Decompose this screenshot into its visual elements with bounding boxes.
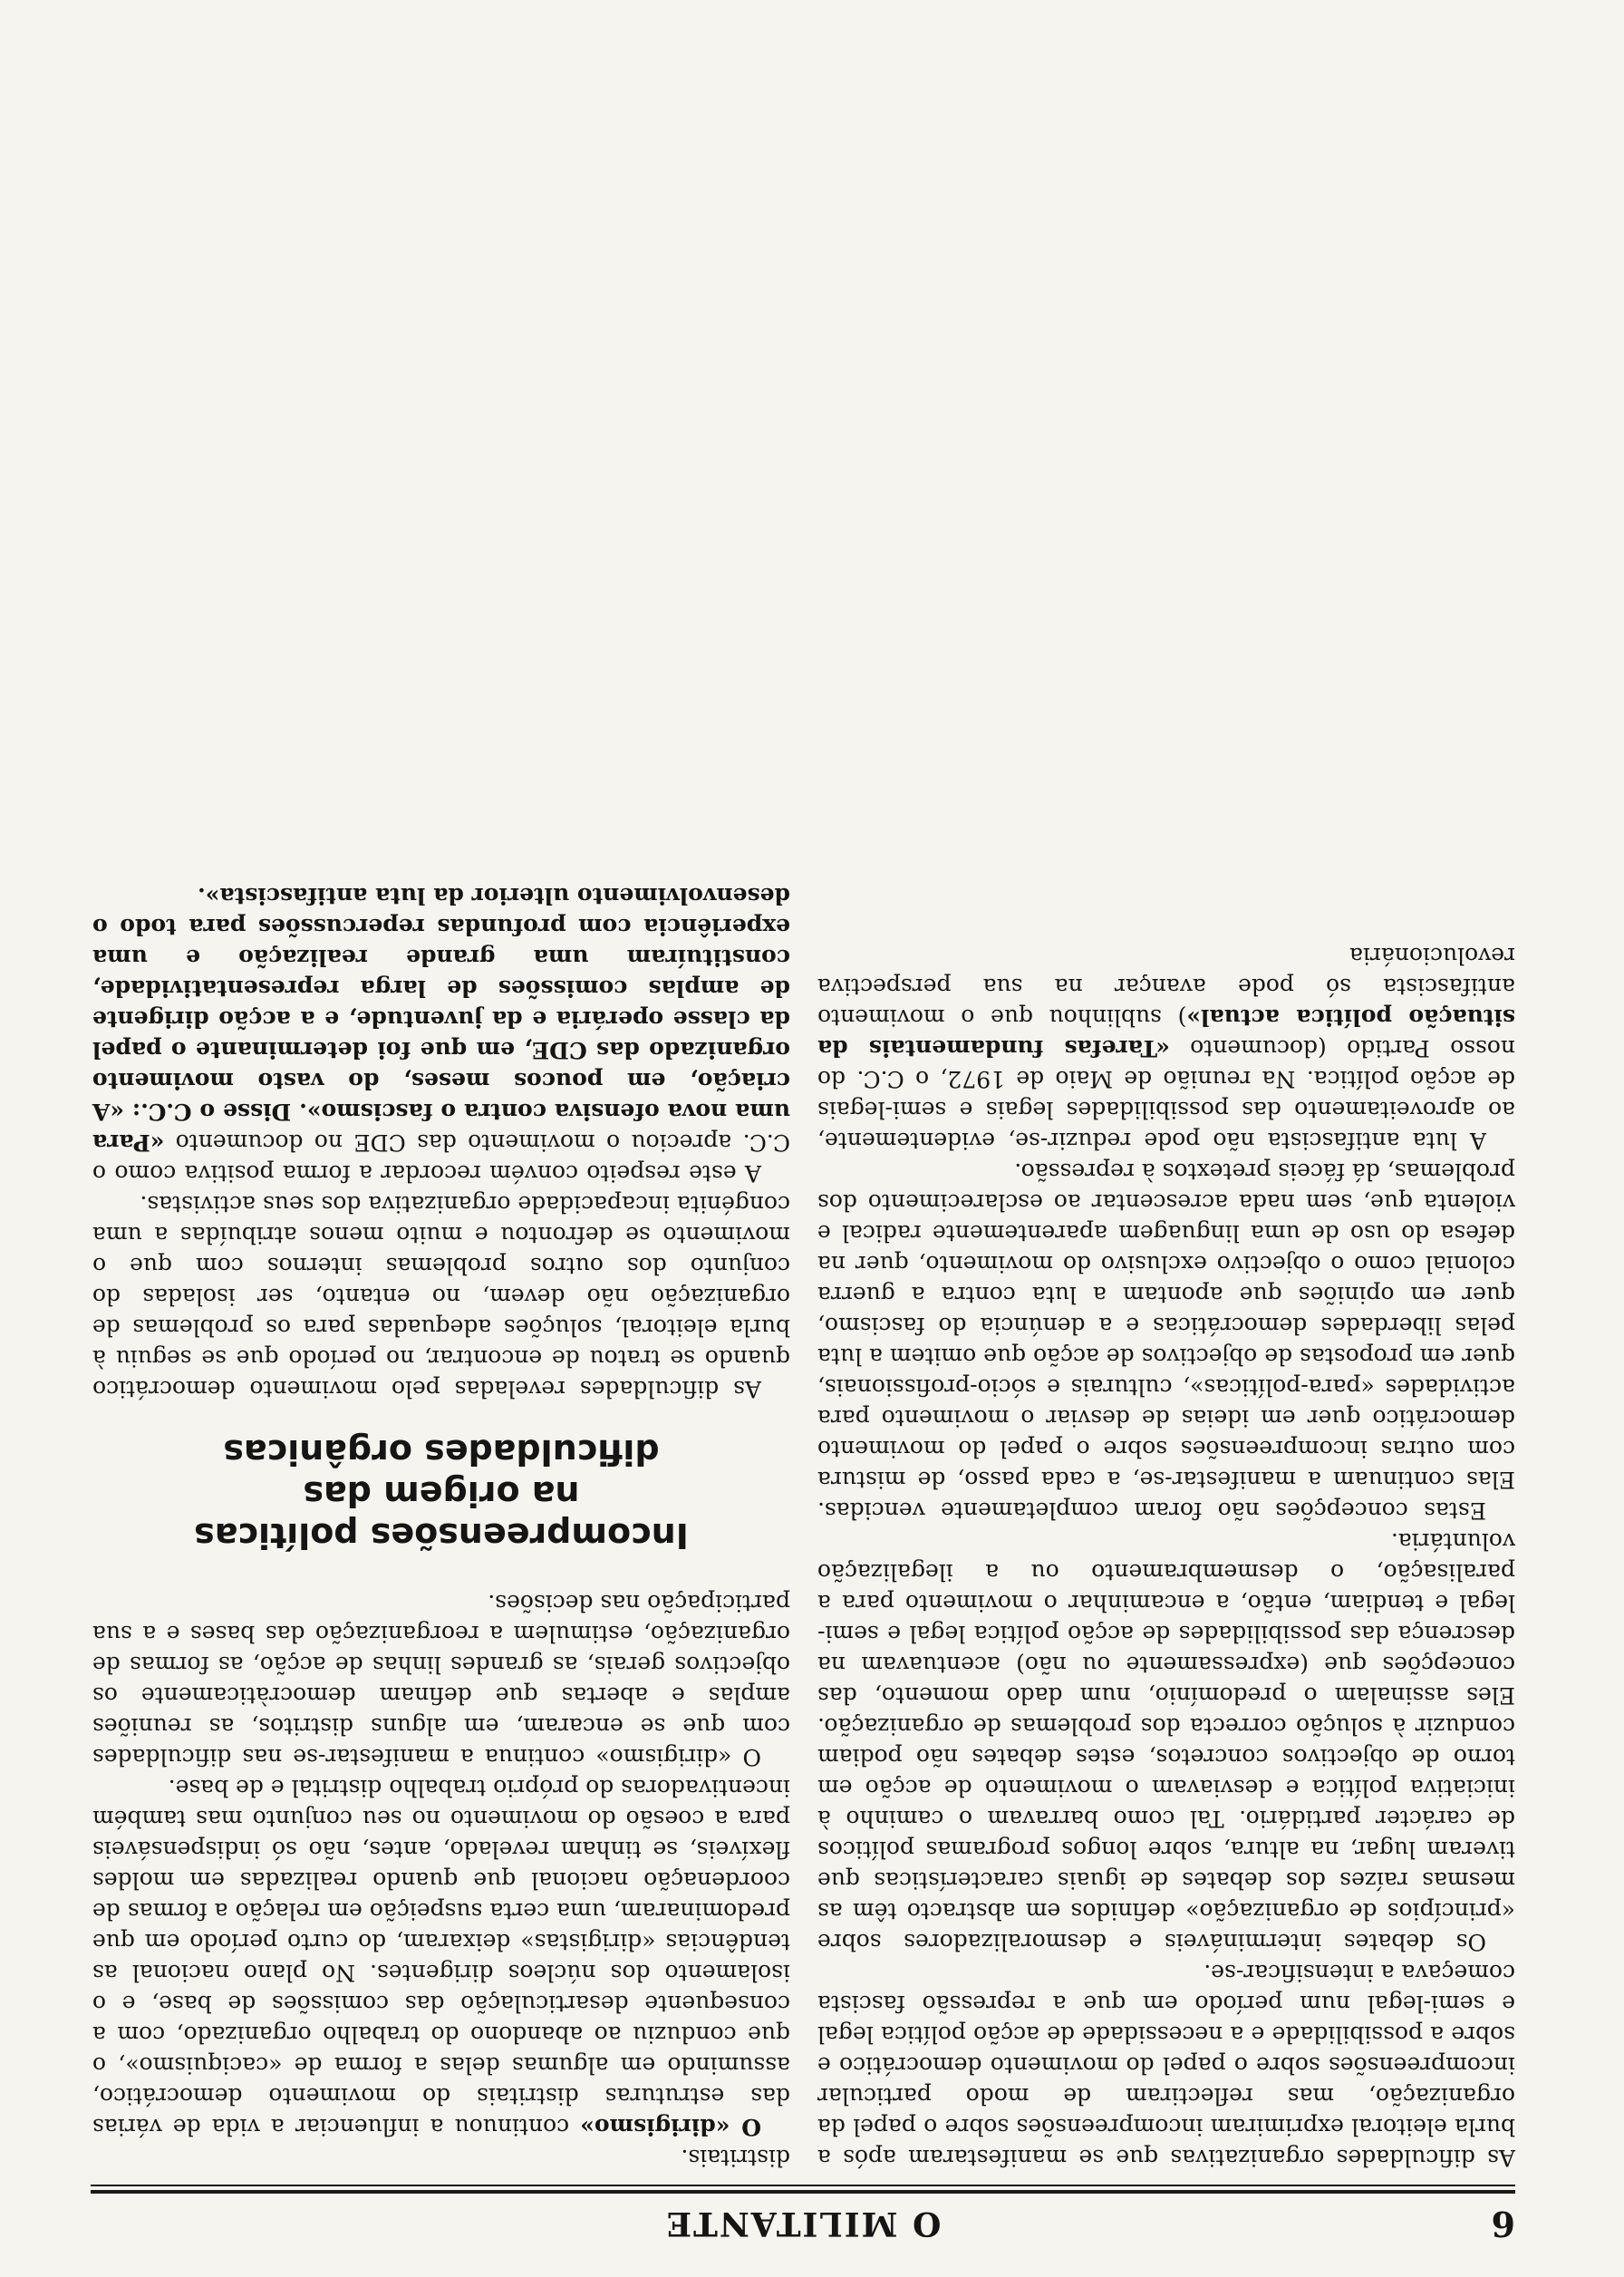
paragraph: Estas concepções não foram completamente vencidas. Elas continuam a manifestar-se, a cada passo, de mistura com outras incompreensões sobre o papel do movimento democrático quer em ideias de desviar o movimento para actividades «para-políticas», culturais e sócio-profissionais, quer em propostas de objectivos de acção que omitem a luta pelas liberdades democráticas e a denúncia do fascismo, quer em opiniões que apontam a luta contra a guerra colonial como o objectivo exclusivo do movimento, quer na defesa do uso de uma linguagem aparentemente radical e violenta que, sem nada acrescentar ao esclarecimento dos problemas, dá fáceis pretextos à repressão. bbox=[817, 1158, 1515, 1524]
paragraph bbox=[92, 1772, 790, 2142]
quotation: «Para uma nova ofensiva contra o fascismo». Disse o C.C.: «A criação, em poucos meses, do vasto movimento organizado das CDE, em que foi determinante o papel da classe operária e da juventude, e a acção dirigente de amplas comissões de larga representatividade, constituíram uma grande realização e uma experiência com profundas repercussões para todo o desenvolvimento ulterior da luta antifascista». bbox=[92, 883, 790, 1156]
header-rule bbox=[91, 2190, 1515, 2194]
section-heading bbox=[92, 1431, 790, 1556]
heading-line: dificuldades orgânicas bbox=[223, 1432, 660, 1472]
paragraph: Os debates intermináveis e desmoralizadores sobre «princípios de organização» definidos em abstracto têm as mesmas raízes dos debates de iguais características que tiveram lugar, na altura, sobre longos programas políticos de carácter partidário. Tal como barravam o caminho à iniciativa política e desviavam o movimento de acção em torno de objectivos concretos, estes debates não podiam conduzir à solução correcta dos problemas de organização. Eles assinalam o predomínio, num dado momento, das concepções que (expressamente ou não) acentuavam na descrença das possibilidades de acção política legal e semi-legal e tendiam, então, a encaminhar o movimento para a paralisação, o desmembramento ou a ilegalização voluntária. bbox=[817, 1528, 1515, 1955]
right-column bbox=[92, 880, 790, 2173]
heading-line: na origem das bbox=[303, 1474, 580, 1514]
emphasis: O «dirigismo» bbox=[580, 2114, 761, 2140]
paragraph-text: continuou a influenciar a vida de várias das estruturas distritais do movimento democrático, assumindo em algumas delas a forma de «caciquismo», o que conduziu ao abandono do trabalho organizado, com a consequente desarticulação das comissões de base, e o isolamento dos núcleos dirigentes. No plano nacional as tendências «dirigistas» deixaram, do curto período em que predominaram, uma certa suspeição em relação a formas de coordenação nacional que quando realizadas em moldes flexíveis, se tinham revelado, antes, não só indispensáveis para a coesão do movimento no seu conjunto mas também incentivadoras do próprio trabalho distrital e de base. bbox=[92, 1775, 790, 2140]
paragraph: As dificuldades reveladas pelo movimento democrático quando se tratou de encontrar, no período que se seguiu à burla eleitoral, soluções adequadas para os problemas de organização não devem, no entanto, ser isoladas do conjunto dos outros problemas internos com que o movimento se defrontou e muito menos atribuídas a uma congénita incapacidade organizativa dos seus activistas. bbox=[92, 1191, 790, 1402]
document-title: «Tarefas fundamentais da situação política actual» bbox=[817, 1004, 1515, 1061]
heading-line: Incompreensões políticas bbox=[194, 1516, 689, 1555]
page-header bbox=[91, 2199, 1515, 2244]
header-rule-thin bbox=[91, 2185, 1515, 2186]
page-number: 6 bbox=[1491, 2204, 1515, 2244]
paragraph-text: A luta antifascista não pode reduzir-se, evidentemente, ao aproveitamento das possibilidades legais e semi-legais de acção política. Na reunião de Maio de 1972, o C.C. do nosso Partido (documento bbox=[817, 1035, 1515, 1154]
paragraph: O «dirigismo» continua a manifestar-se nas dificuldades com que se encaram, em alguns distritos, as reuniões amplas e abertas que definam democràticamente os objectivos gerais, as grandes linhas de acção, as formas de organização, estimulem a reorganização das bases e a sua participação nas decisões. bbox=[92, 1590, 790, 1770]
journal-title: O MILITANTE bbox=[664, 2204, 942, 2243]
paragraph bbox=[92, 880, 790, 1188]
paragraph: distritais. bbox=[681, 2145, 790, 2171]
paragraph-text: ) sublinhou que o movimento antifascista só pode avançar na sua perspectiva revolucionária bbox=[817, 943, 1515, 1031]
paragraph-text: A este respeito convém recordar a forma positiva como o C.C. apreciou o movimento das CDE no documento bbox=[92, 1129, 790, 1187]
paragraph: As dificuldades organizativas que se manifestaram após a burla eleitoral exprimiram incompreensões sobre o papel da organização, mas reflectiram de modo particular incompreensões sobre o papel do movimento democrático e sobre a possibilidade e a necessidade de acção política legal e semi-legal num período em que a repressão fascista começava a intensificar-se. bbox=[817, 1960, 1515, 2171]
left-column bbox=[817, 940, 1515, 2173]
paragraph bbox=[817, 940, 1515, 1156]
